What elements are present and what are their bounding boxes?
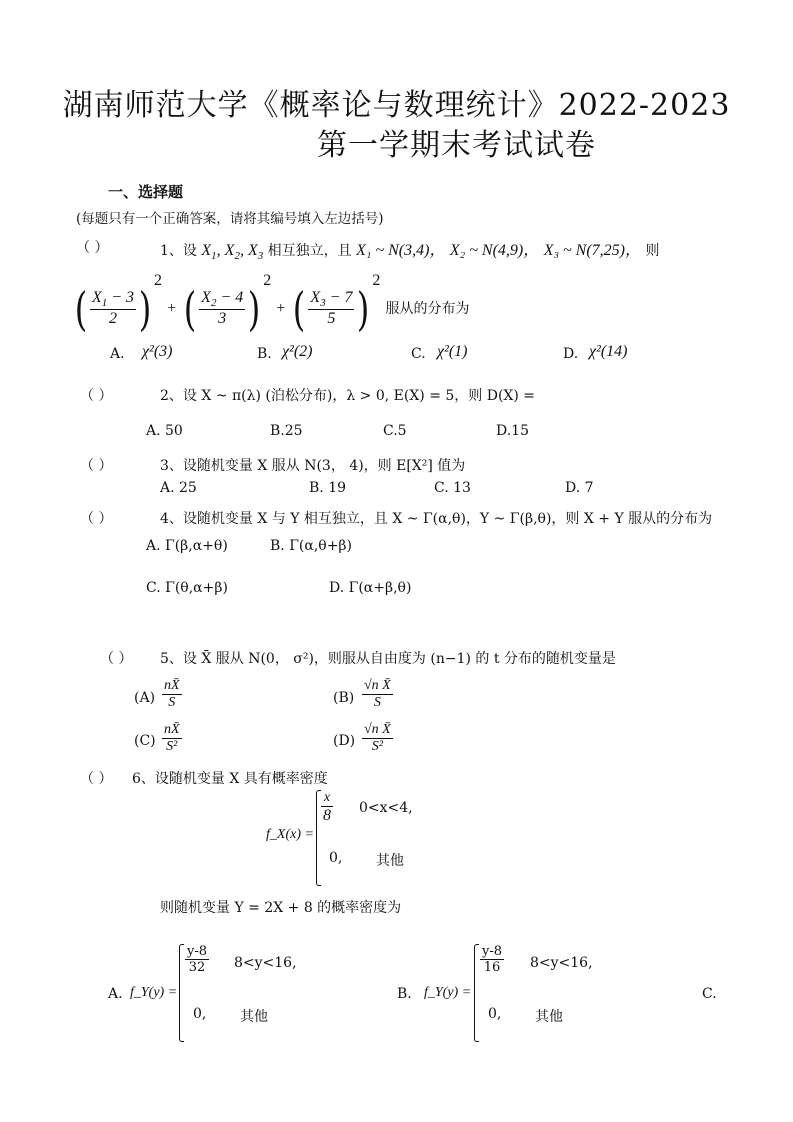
q3-question-text: 3、设随机变量 X 服从 N(3， 4)，则 E[X²] 值为	[160, 458, 466, 474]
q5-a-numerator: nX̄	[164, 678, 180, 693]
q1-frac3: $\frac{X_3 - 7}{5}$	[310, 288, 353, 328]
q1-dist1: X₁ ~ N(3,4)，	[356, 242, 446, 259]
q1-option-b-value: χ²(2)	[282, 343, 313, 360]
q5-d-denominator: S²	[371, 739, 383, 754]
q1-frac2: $\frac{X_2 - 4}{3}$	[201, 288, 244, 328]
q3-option-d: D. 7	[565, 480, 594, 496]
q6-option-b-label: B.	[397, 986, 412, 1002]
q6-option-c-label: C.	[702, 986, 717, 1002]
q5-option-c-fraction	[162, 722, 182, 755]
q5-option-d-label: (D)	[333, 733, 356, 749]
q6-fx-label: f_X(x) =	[266, 827, 314, 842]
q2-option-a: A. 50	[146, 423, 183, 439]
q1-option-c: C.	[411, 346, 426, 362]
q5-a-denominator: S	[168, 695, 176, 710]
q3-option-a: A. 25	[160, 480, 197, 496]
q1-tail: 服从的分布为	[385, 301, 470, 317]
q4-option-c: C. Γ(θ,α+β)	[146, 580, 228, 596]
q6-case2-val: 0,	[329, 850, 343, 866]
q6-case1-den: 8	[323, 807, 331, 824]
q1-dist2: X₂ ~ N(4,9)，	[449, 242, 540, 259]
q5-question-text: 5、设 X̄ 服从 N(0， σ²)，则服从自由度为 (n−1) 的 t 分布的随机变量是	[160, 651, 616, 667]
q4-answer-paren: （ ）	[80, 511, 113, 527]
q5-option-a-label: (A)	[134, 690, 156, 706]
q6-option-b-fraction	[480, 944, 504, 975]
q6-a-cond: 8<y<16,	[234, 955, 297, 971]
q1-variables: $X_1$, $X_2$, $X_3$	[201, 242, 264, 263]
q3-answer-paren: （ ）	[80, 458, 113, 474]
q5-option-c-label: (C)	[134, 733, 156, 749]
q1-option-b: B.	[257, 346, 272, 362]
q1-option-a-value: χ²(3)	[142, 343, 173, 360]
q6-case1-cond: 0<x<4,	[359, 800, 413, 816]
q2-question-text: 2、设 X ~ π(λ) (泊松分布)，λ > 0, E(X) = 5，则 D(X) =	[160, 388, 536, 404]
q5-b-denominator: S	[373, 695, 381, 710]
section-heading: 一、选择题	[108, 183, 184, 201]
q6-a-num: y-8	[187, 944, 208, 959]
q6-option-b-brace	[474, 944, 479, 1042]
q5-d-numerator: √n X̄	[364, 722, 391, 737]
section-instruction: (每题只有一个正确答案，请将其编号填入左边括号)	[76, 211, 384, 227]
q1-option-c-value: χ²(1)	[437, 343, 468, 360]
q6-case1-num: x	[321, 790, 333, 807]
q6-b-num: y-8	[482, 944, 503, 959]
q6-case2-cond: 其他	[376, 853, 404, 869]
q6-question-text: 6、设随机变量 X 具有概率密度	[132, 771, 328, 787]
q6-a-other: 其他	[240, 1009, 268, 1025]
q3-option-b: B. 19	[309, 480, 347, 496]
q5-c-numerator: nX̄	[164, 722, 180, 737]
q1-option-d: D.	[563, 346, 579, 362]
q4-option-a: A. Γ(β,α+θ)	[146, 538, 228, 554]
q5-c-denominator: S²	[166, 739, 178, 754]
q5-option-b-fraction	[362, 678, 393, 711]
q2-answer-paren: （ ）	[80, 388, 113, 404]
q5-option-a-fraction	[162, 678, 182, 711]
q1-answer-paren: （ ）	[76, 240, 109, 256]
q6-b-cond: 8<y<16,	[530, 955, 593, 971]
q1-frac1: $\frac{X_1 - 3}{2}$	[91, 288, 135, 328]
q1-question-text	[160, 237, 659, 262]
q5-option-b-label: (B)	[333, 690, 355, 706]
q1-dist3: X₃ ~ N(7,25)，	[543, 242, 642, 259]
q1-then: 则	[645, 243, 660, 259]
q6-a-den: 32	[188, 960, 206, 975]
q5-option-d-fraction	[362, 722, 393, 755]
q1-option-a: A.	[110, 346, 125, 362]
q6-b-den: 16	[483, 960, 501, 975]
q1-option-d-value: χ²(14)	[589, 343, 628, 360]
page-title: 湖南师范大学《概率论与数理统计》2022-2023	[62, 88, 731, 123]
q6-case1-fraction	[321, 790, 333, 825]
q6-b-zero: 0,	[488, 1006, 502, 1022]
q6-option-b-fy-label: f_Y(y) =	[424, 985, 472, 1000]
q1-number: 1、设	[160, 243, 197, 259]
q6-option-a-label: A.	[108, 986, 123, 1002]
q5-b-numerator: √n X̄	[364, 678, 391, 693]
q2-option-b: B.25	[270, 423, 303, 439]
q1-expression: ( $\frac{X_1 - 3}{2}$ )$^2$ + ( $\frac{X_2 - 4}{3}$ )$^2$ + ( $\frac{X_3 - 7}{5}$ )$^2$ 服从的分布为	[74, 272, 470, 336]
q6-answer-paren: （ ）	[80, 771, 113, 787]
q5-answer-paren: （ ）	[100, 651, 133, 667]
q2-option-c: C.5	[383, 423, 407, 439]
q6-then-text: 则随机变量 Y = 2X + 8 的概率密度为	[160, 900, 402, 916]
q6-option-a-fy-label: f_Y(y) =	[130, 985, 178, 1000]
q6-option-a-brace	[179, 944, 184, 1042]
q6-b-other: 其他	[535, 1009, 563, 1025]
q4-option-d: D. Γ(α+β,θ)	[329, 580, 412, 596]
q4-option-b: B. Γ(α,θ+β)	[270, 538, 352, 554]
q4-question-text: 4、设随机变量 X 与 Y 相互独立，且 X ~ Γ(α,θ)，Y ~ Γ(β,θ)，则 X + Y 服从的分布为	[160, 511, 713, 527]
page-subtitle: 第一学期末考试试卷	[317, 128, 596, 163]
q3-option-c: C. 13	[434, 480, 471, 496]
q6-option-a-fraction	[185, 944, 209, 975]
q2-option-d: D.15	[496, 423, 529, 439]
q1-mid-text: 相互独立，且	[267, 243, 352, 259]
q6-a-zero: 0,	[193, 1006, 207, 1022]
